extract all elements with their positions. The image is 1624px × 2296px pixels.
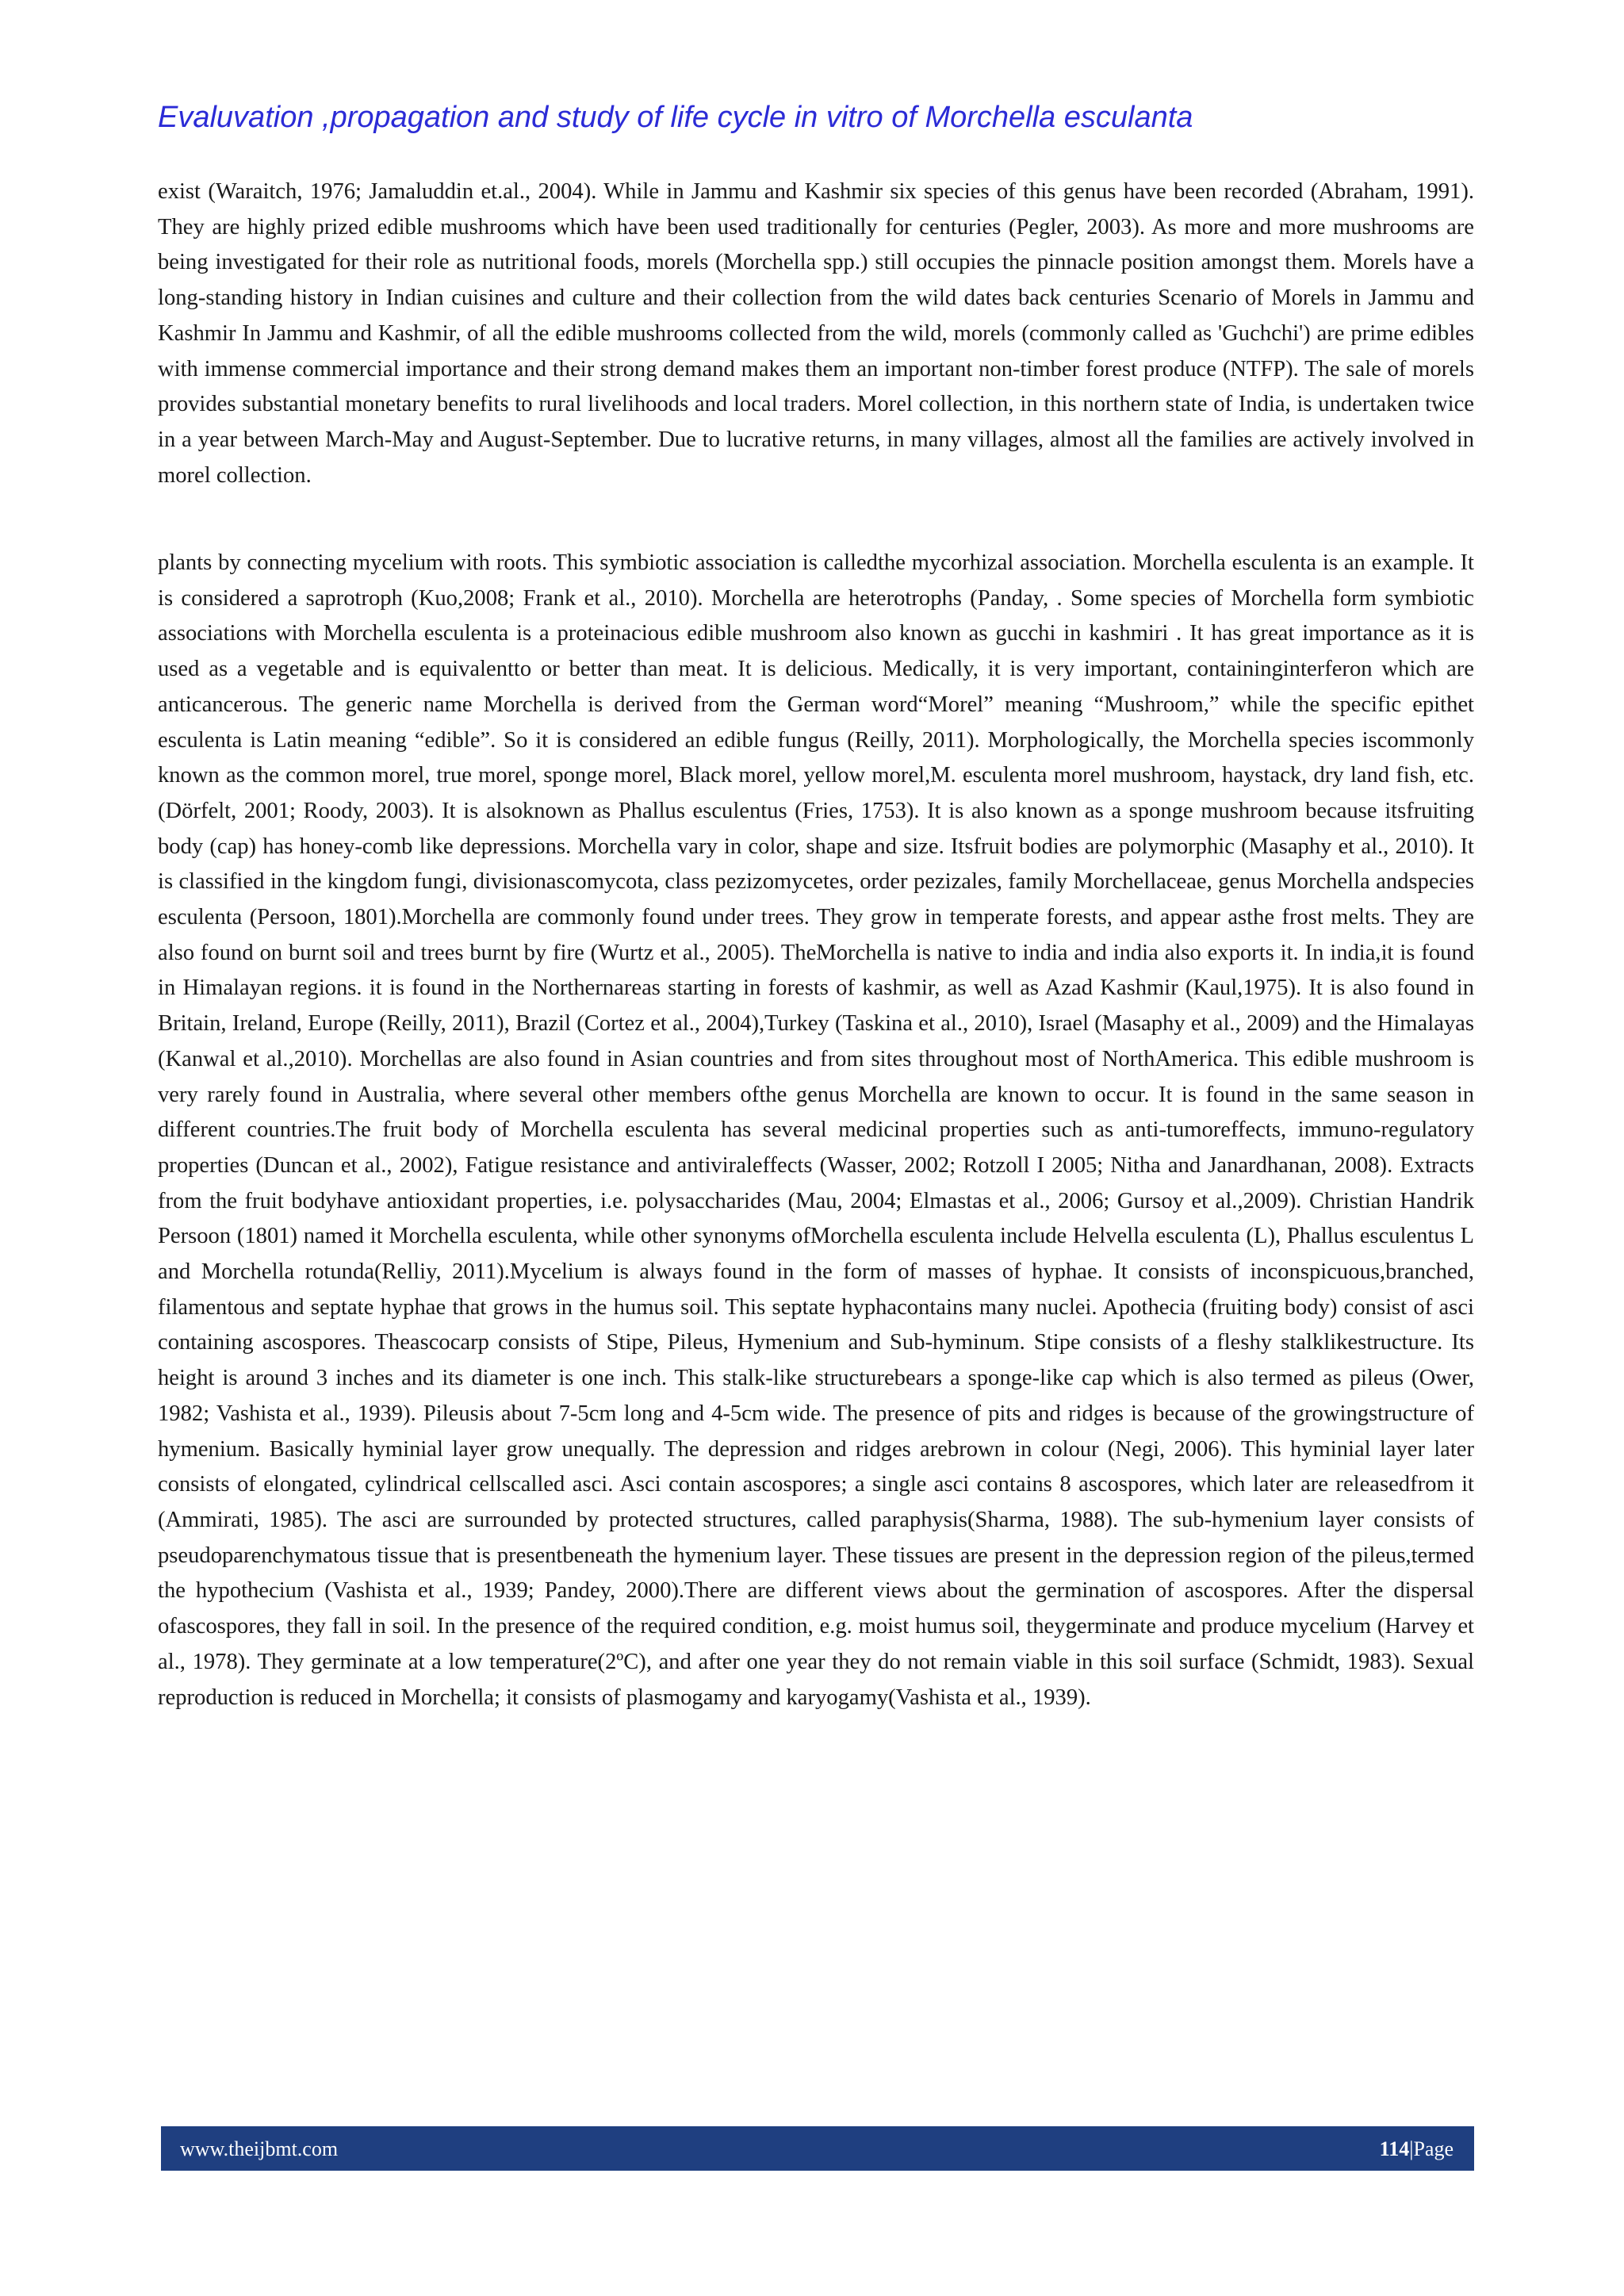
footer-journal-url[interactable]: www.theijbmt.com — [180, 2137, 339, 2160]
footer-page-number: 114 — [1379, 2137, 1410, 2160]
body-paragraph-2: plants by connecting mycelium with roots. This symbiotic association is calledthe mycorhizal association. Morchella esculenta is an example. It is considered a saprotroph (Kuo,2008; Frank et al., 2010). Morchella are heterotrophs (Panday, . Some species of Morchella form symbiotic associations with Morchella esculenta is a proteinacious edible mushroom also known as gucchi in kashmiri . It has great importance as it is used as a vegetable and is equivalentto or better than meat. It is delicious. Medically, it is very important, containinginterferon which are anticancerous. The generic name Morchella is derived from the German word“Morel” meaning “Mushroom,” while the specific epithet esculenta is Latin meaning “edible”. So it is considered an edible fungus (Reilly, 2011). Morphologically, the Morchella species iscommonly known as the common morel, true morel, sponge morel, Black morel, yellow morel,M. esculenta morel mushroom, haystack, dry land fish, etc. (Dörfelt, 2001; Roody, 2003). It is alsoknown as Phallus esculentus (Fries, 1753). It is also known as a sponge mushroom because itsfruiting body (cap) has honey-comb like depressions. Morchella vary in color, shape and size. Itsfruit bodies are polymorphic (Masaphy et al., 2010). It is classified in the kingdom fungi, divisionascomycota, class pezizomycetes, order pezizales, family Morchellaceae, genus Morchella andspecies esculenta (Persoon, 1801).Morchella are commonly found under trees. They grow in temperate forests, and appear asthe frost melts. They are also found on burnt soil and trees burnt by fire (Wurtz et al., 2005). TheMorchella is native to india and india also exports it. In india,it is found in Himalayan regions. it is found in the Northernareas starting in forests of kashmir, as well as Azad Kashmir (Kaul,1975). It is also found in Britain, Ireland, Europe (Reilly, 2011), Brazil (Cortez et al., 2004),Turkey (Taskina et al., 2010), Israel (Masaphy et al., 2009) and the Himalayas (Kanwal et al.,2010). Morchellas are also found in Asian countries and from sites throughout most of NorthAmerica. This edible mushroom is very rarely found in Australia, where several other members ofthe genus Morchella are known to occur. It is found in the same season in different countries.The fruit body of Morchella esculenta has several medicinal properties such as anti-tumoreffects, immuno-regulatory properties (Duncan et al., 2002), Fatigue resistance and antiviraleffects (Wasser, 2002; Rotzoll I 2005; Nitha and Janardhanan, 2008). Extracts from the fruit bodyhave antioxidant properties, i.e. polysaccharides (Mau, 2004; Elmastas et al., 2006; Gursoy et al.,2009). Christian Handrik Persoon (1801) named it Morchella esculenta, while other synonyms ofMorchella esculenta include Helvella esculenta (L), Phallus esculentus L and Morchella rotunda(Relliy, 2011).Mycelium is always found in the form of masses of hyphae. It consists of inconspicuous,branched, filamentous and septate hyphae that grows in the humus soil. This septate hyphacontains many nuclei. Apothecia (fruiting body) consist of asci containing ascospores. Theascocarp consists of Stipe, Pileus, Hymenium and Sub-hyminum. Stipe consists of a fleshy stalklikestructure. Its height is around 3 inches and its diameter is one inch. This stalk-like structurebears a sponge-like cap which is also termed as pileus (Ower, 1982; Vashista et al., 1939). Pileusis about 7-5cm long and 4-5cm wide. The presence of pits and ridges is because of the growingstructure of hymenium. Basically hyminial layer grow unequally. The depression and ridges arebrown in colour (Negi, 2006). This hyminial layer later consists of elongated, cylindrical cellscalled asci. Asci contain ascospores; a single asci contains 8 ascospores, which later are releasedfrom it (Ammirati, 1985). The asci are surrounded by protected structures, called paraphysis(Sharma, 1988). The sub-hymenium layer consists of pseudoparenchymatous tissue that is presentbeneath the hymenium layer. These tissues are present in the depression region of the pileus,termed the hypothecium (Vashista et al., 1939; Pandey, 2000).There are different views about the germination of ascospores. After the dispersal ofascospores, they fall in soil. In the presence of the required condition, e.g. moist humus soil, theygerminate and produce mycelium (Harvey et al., 1978). They germinate at a low temperature(2ºC), and after one year they do not remain viable in this soil surface (Schmidt, 1983). Sexual reproduction is reduced in Morchella; it consists of plasmogamy and karyogamy(Vashista et al., 1939). — [158, 550, 1474, 1710]
footer-page-suffix: |Page — [1409, 2137, 1454, 2160]
footer-page-label — [1380, 2136, 1454, 2163]
running-header-title: Evaluvation ,propagation and study of life cycle in vitro of Morchella esculanta — [158, 101, 1193, 134]
body-paragraph-1: exist (Waraitch, 1976; Jamaluddin et.al., 2004). While in Jammu and Kashmir six species of this genus have been recorded (Abraham, 1991). They are highly prized edible mushrooms which have been used traditionally for centuries (Pegler, 2003). As more and more mushrooms are being investigated for their role as nutritional foods, morels (Morchella spp.) still occupies the pinnacle position amongst them. Morels have a long-standing history in Indian cuisines and culture and their collection from the wild dates back centuries Scenario of Morels in Jammu and Kashmir In Jammu and Kashmir, of all the edible mushrooms collected from the wild, morels (commonly called as 'Guchchi') are prime edibles with immense commercial importance and their strong demand makes them an important non-timber forest produce (NTFP). The sale of morels provides substantial monetary benefits to rural livelihoods and local traders. Morel collection, in this northern state of India, is undertaken twice in a year between March-May and August-September. Due to lucrative returns, in many villages, almost all the families are actively involved in morel collection. — [158, 179, 1474, 488]
footer-bar — [161, 2126, 1474, 2171]
